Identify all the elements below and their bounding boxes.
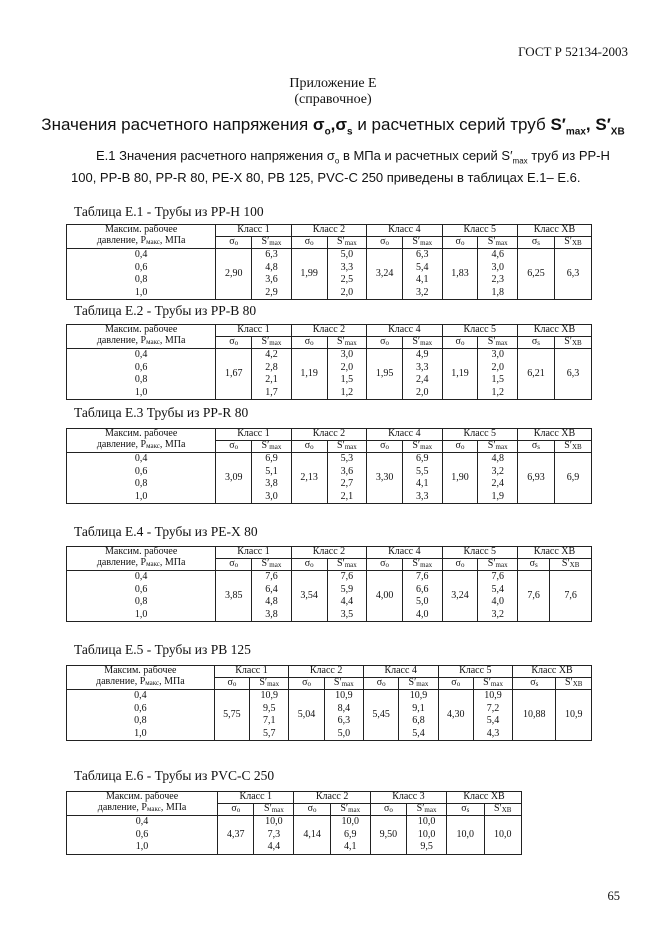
sigma-o-header: σo (367, 236, 403, 249)
class2-header: Класс 2 (291, 547, 366, 559)
class2-header: Класс 2 (291, 325, 366, 337)
classxb-header: Класс ХВ (517, 325, 591, 337)
intro-line-2: 100, РР-В 80, РР-R 80, РЕ-Х 80, РВ 125, PVC-C 250 приведены в таблицах Е.1– Е.6. (71, 170, 581, 185)
sigma-o-header: σo (442, 440, 478, 453)
s-max-header: S′max (252, 440, 292, 453)
class5-s-values: 7,6 5,4 4,0 3,2 (478, 571, 518, 622)
appendix-heading: Значения расчетного напряжения $\sigma_o,\sigma_s$ и расчетных серий труб $S'_{max}$, $S'_{XB}$ (41, 115, 625, 138)
classxb-header: Класс ХВ (447, 792, 522, 804)
classxb-s: 10,9 (556, 690, 592, 741)
s-max-header: S′max (407, 803, 447, 816)
s-xb-header: S′XB (554, 440, 591, 453)
classxb-sigma: 10,0 (447, 816, 484, 855)
class2-s-values: 3,0 2,0 1,5 1,2 (327, 349, 367, 400)
sigma-o-header: σo (218, 803, 254, 816)
s-max-header: S′max (250, 677, 289, 690)
pressure-values: 0,4 0,6 0,8 1,0 (67, 571, 216, 622)
sigma-s-header: σs (517, 236, 554, 249)
class3-sigma: 9,50 (370, 816, 406, 855)
class1-sigma: 3,09 (216, 453, 252, 504)
table-e4 (66, 546, 592, 622)
class1-header: Класс 1 (216, 225, 291, 237)
classxb-s: 7,6 (550, 571, 592, 622)
class4-header: Класс 4 (367, 429, 442, 441)
class1-sigma: 5,75 (214, 690, 249, 741)
sigma-s-header: σs (513, 677, 556, 690)
page-number: 65 (607, 889, 620, 903)
sigma-o-header: σo (216, 336, 252, 349)
class5-header: Класс 5 (438, 666, 513, 678)
s-max-header: S′max (330, 803, 370, 816)
class2-header: Класс 2 (291, 225, 366, 237)
class1-s-values: 10,9 9,5 7,1 5,7 (250, 690, 289, 741)
s-xb-header: S′XB (554, 236, 591, 249)
class2-sigma: 1,99 (291, 249, 327, 300)
class2-s-values: 5,0 3,3 2,5 2,0 (327, 249, 367, 300)
sigma-o-header: σo (216, 440, 252, 453)
classxb-sigma: 10,88 (513, 690, 556, 741)
pressure-header-2: давление, Рмакс, МПа (67, 440, 216, 453)
sigma-o-header: σo (216, 236, 252, 249)
s-max-header: S′max (403, 558, 443, 571)
s-max-header: S′max (327, 336, 367, 349)
s-max-header: S′max (473, 677, 512, 690)
s-max-header: S′max (403, 236, 443, 249)
class2-s-values: 5,3 3,6 2,7 2,1 (327, 453, 367, 504)
classxb-s: 6,3 (554, 249, 591, 300)
class4-s-values: 6,9 5,5 4,1 3,3 (403, 453, 443, 504)
class2-s-values: 7,6 5,9 4,4 3,5 (327, 571, 367, 622)
table-e5-caption: Таблица Е.5 - Трубы из РВ 125 (74, 642, 251, 657)
class5-s-values: 10,9 7,2 5,4 4,3 (473, 690, 512, 741)
s-xb-header: S′XB (554, 336, 591, 349)
class2-sigma: 3,54 (291, 571, 327, 622)
classxb-header: Класс ХВ (517, 225, 591, 237)
sigma-o-header: σo (294, 803, 330, 816)
table-e2-caption: Таблица Е.2 - Трубы из РР-В 80 (74, 303, 257, 318)
pressure-header-1: Максим. рабочее (67, 666, 215, 678)
sigma-s-header: σs (517, 558, 549, 571)
class1-sigma: 4,37 (218, 816, 254, 855)
class5-sigma: 1,90 (442, 453, 478, 504)
class2-sigma: 1,19 (291, 349, 327, 400)
class4-s-values: 10,9 9,1 6,8 5,4 (399, 690, 438, 741)
class4-header: Класс 4 (363, 666, 438, 678)
class5-sigma: 1,19 (442, 349, 478, 400)
class5-header: Класс 5 (442, 547, 517, 559)
pressure-header-2: давление, Рмакс, МПа (67, 236, 216, 249)
s-xb-header: S′XB (484, 803, 522, 816)
pressure-values: 0,4 0,6 0,8 1,0 (67, 690, 215, 741)
pressure-header-1: Максим. рабочее (67, 429, 216, 441)
class1-header: Класс 1 (218, 792, 294, 804)
sigma-o-header: σo (438, 677, 473, 690)
pressure-header-1: Максим. рабочее (67, 792, 218, 804)
class2-s-values: 10,0 6,9 4,1 (330, 816, 370, 855)
class2-header: Класс 2 (294, 792, 370, 804)
class5-sigma: 1,83 (442, 249, 478, 300)
classxb-header: Класс ХВ (517, 547, 591, 559)
table-e6 (66, 791, 522, 855)
table-e3-caption: Таблица Е.3 Трубы из РР-R 80 (74, 405, 249, 420)
class1-sigma: 3,85 (216, 571, 252, 622)
class4-sigma: 5,45 (363, 690, 398, 741)
sigma-o-header: σo (291, 440, 327, 453)
table-e5 (66, 665, 592, 741)
sigma-o-header: σo (289, 677, 324, 690)
document-code: ГОСТ Р 52134-2003 (518, 44, 628, 59)
sigma-o-header: σo (291, 336, 327, 349)
sigma-o-header: σo (291, 236, 327, 249)
class5-header: Класс 5 (442, 429, 517, 441)
s-max-header: S′max (478, 558, 518, 571)
table-e2 (66, 324, 592, 400)
class4-sigma: 4,00 (367, 571, 403, 622)
intro-line-1: Е.1 Значения расчетного напряжения $\sigma_o$ в МПа и расчетных серий $S'_{max}$ труб из РР-Н (96, 148, 610, 166)
class1-sigma: 2,90 (216, 249, 252, 300)
s-max-header: S′max (478, 336, 518, 349)
class1-header: Класс 1 (216, 325, 291, 337)
class5-sigma: 3,24 (442, 571, 478, 622)
class4-header: Класс 4 (367, 225, 442, 237)
class1-s-values: 7,6 6,4 4,8 3,8 (252, 571, 292, 622)
pressure-header-1: Максим. рабочее (67, 547, 216, 559)
class4-header: Класс 4 (367, 547, 442, 559)
class2-header: Класс 2 (289, 666, 364, 678)
s-max-header: S′max (403, 440, 443, 453)
pressure-header-1: Максим. рабочее (67, 325, 216, 337)
class4-header: Класс 4 (367, 325, 442, 337)
pressure-values: 0,4 0,6 0,8 1,0 (67, 349, 216, 400)
sigma-o-header: σo (442, 236, 478, 249)
class5-s-values: 4,8 3,2 2,4 1,9 (478, 453, 518, 504)
pressure-values: 0,4 0,6 0,8 1,0 (67, 453, 216, 504)
class5-s-values: 4,6 3,0 2,3 1,8 (478, 249, 518, 300)
sigma-o-header: σo (216, 558, 252, 571)
table-e1-caption: Таблица Е.1 - Трубы из РР-Н 100 (74, 204, 264, 219)
s-max-header: S′max (403, 336, 443, 349)
class2-sigma: 4,14 (294, 816, 330, 855)
class5-header: Класс 5 (442, 325, 517, 337)
class1-s-values: 6,9 5,1 3,8 3,0 (252, 453, 292, 504)
s-max-header: S′max (478, 236, 518, 249)
class5-sigma: 4,30 (438, 690, 473, 741)
sigma-o-header: σo (442, 558, 478, 571)
class5-s-values: 3,0 2,0 1,5 1,2 (478, 349, 518, 400)
pressure-header-2: давление, Рмакс, МПа (67, 558, 216, 571)
classxb-header: Класс ХВ (513, 666, 592, 678)
pressure-header-2: давление, Рмакс, МПа (67, 677, 215, 690)
appendix-subtitle: (справочное) (294, 92, 372, 107)
s-max-header: S′max (327, 558, 367, 571)
table-e3 (66, 428, 592, 504)
class4-s-values: 6,3 5,4 4,1 3,2 (403, 249, 443, 300)
class2-s-values: 10,9 8,4 6,3 5,0 (324, 690, 363, 741)
s-max-header: S′max (254, 803, 294, 816)
s-max-header: S′max (327, 236, 367, 249)
class1-header: Класс 1 (216, 547, 291, 559)
class1-s-values: 6,3 4,8 3,6 2,9 (252, 249, 292, 300)
classxb-s: 6,9 (554, 453, 591, 504)
sigma-o-header: σo (367, 440, 403, 453)
class2-sigma: 2,13 (291, 453, 327, 504)
class4-s-values: 4,9 3,3 2,4 2,0 (403, 349, 443, 400)
s-xb-header: S′XB (556, 677, 592, 690)
sigma-s-header: σs (447, 803, 484, 816)
class1-header: Класс 1 (216, 429, 291, 441)
sigma-o-header: σo (214, 677, 249, 690)
s-max-header: S′max (324, 677, 363, 690)
appendix-title: Приложение Е (289, 76, 377, 91)
s-max-header: S′max (252, 558, 292, 571)
classxb-header: Класс ХВ (517, 429, 591, 441)
table-e4-caption: Таблица Е.4 - Трубы из РЕ-Х 80 (74, 524, 258, 539)
sigma-o-header: σo (370, 803, 406, 816)
class1-header: Класс 1 (214, 666, 289, 678)
pressure-header-2: давление, Рмакс, МПа (67, 803, 218, 816)
s-max-header: S′max (478, 440, 518, 453)
sigma-o-header: σo (367, 336, 403, 349)
class3-header: Класс 3 (370, 792, 446, 804)
sigma-o-header: σo (367, 558, 403, 571)
class1-sigma: 1,67 (216, 349, 252, 400)
s-max-header: S′max (252, 236, 292, 249)
class2-sigma: 5,04 (289, 690, 324, 741)
s-max-header: S′max (252, 336, 292, 349)
table-e1 (66, 224, 592, 300)
classxb-sigma: 6,93 (517, 453, 554, 504)
table-e6-caption: Таблица Е.6 - Трубы из PVC-C 250 (74, 768, 275, 783)
s-xb-header: S′XB (550, 558, 592, 571)
s-max-header: S′max (327, 440, 367, 453)
class1-s-values: 4,2 2,8 2,1 1,7 (252, 349, 292, 400)
classxb-sigma: 6,25 (517, 249, 554, 300)
class4-sigma: 3,30 (367, 453, 403, 504)
class4-sigma: 1,95 (367, 349, 403, 400)
sigma-o-header: σo (442, 336, 478, 349)
sigma-s-header: σs (517, 336, 554, 349)
class3-s-values: 10,0 10,0 9,5 (407, 816, 447, 855)
pressure-values: 0,4 0,6 0,8 1,0 (67, 249, 216, 300)
sigma-o-header: σo (363, 677, 398, 690)
classxb-sigma: 6,21 (517, 349, 554, 400)
class5-header: Класс 5 (442, 225, 517, 237)
pressure-values: 0,4 0,6 1,0 (67, 816, 218, 855)
s-max-header: S′max (399, 677, 438, 690)
pressure-header-1: Максим. рабочее (67, 225, 216, 237)
class4-s-values: 7,6 6,6 5,0 4,0 (403, 571, 443, 622)
classxb-s: 6,3 (554, 349, 591, 400)
sigma-s-header: σs (517, 440, 554, 453)
class4-sigma: 3,24 (367, 249, 403, 300)
pressure-header-2: давление, Рмакс, МПа (67, 336, 216, 349)
classxb-sigma: 7,6 (517, 571, 549, 622)
classxb-s: 10,0 (484, 816, 522, 855)
class2-header: Класс 2 (291, 429, 366, 441)
sigma-o-header: σo (291, 558, 327, 571)
class1-s-values: 10,0 7,3 4,4 (254, 816, 294, 855)
